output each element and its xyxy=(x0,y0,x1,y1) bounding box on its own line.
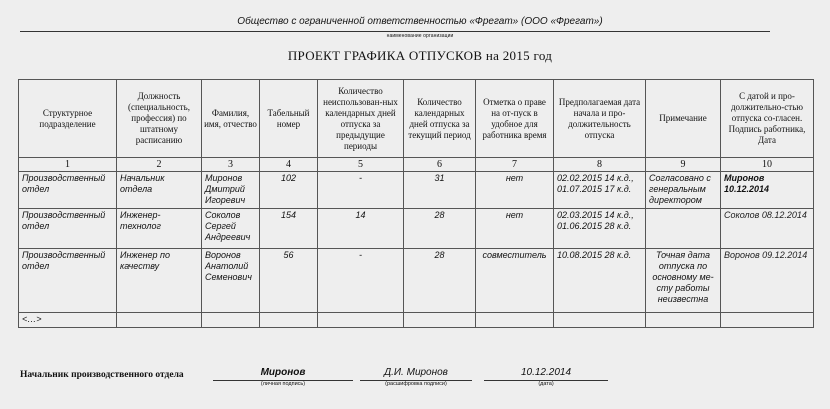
department-cell: Производственный отдел xyxy=(19,209,117,249)
approver-name: Д.И. Миронов xyxy=(384,367,448,378)
employee-signature-cell: Воронов 09.12.2014 xyxy=(721,249,814,313)
column-number: 10 xyxy=(721,158,814,172)
column-header: Фамилия, имя, отчество xyxy=(202,80,260,158)
tab-number-cell: 102 xyxy=(260,172,318,209)
column-header: Табельный номер xyxy=(260,80,318,158)
approver-signature: Миронов xyxy=(260,367,306,378)
vacation-dates-cell: 02.02.2015 14 к.д., 01.07.2015 17 к.д. xyxy=(554,172,646,209)
table-row xyxy=(19,172,814,209)
department-cell: Производственный отдел xyxy=(19,172,117,209)
empty-cell xyxy=(404,313,476,328)
column-header: Структурное подразделение xyxy=(19,80,117,158)
note-cell: Согласовано с генеральным директором xyxy=(646,172,721,209)
approver-signature-field xyxy=(213,367,353,388)
signature-caption: (личная подпись) xyxy=(260,381,306,387)
organization-name: Общество с ограниченной ответственностью «Фрегат» (ООО «Фрегат») xyxy=(237,16,603,27)
column-header: Количество календарных дней отпуска за текущий период xyxy=(404,80,476,158)
unused-days-cell: - xyxy=(318,172,404,209)
note-cell xyxy=(646,209,721,249)
vacation-dates-cell: 10.08.2015 28 к.д. xyxy=(554,249,646,313)
tab-number-cell: 56 xyxy=(260,249,318,313)
employee-name-cell: Соколов Сергей Андреевич xyxy=(202,209,260,249)
column-number: 6 xyxy=(404,158,476,172)
column-number: 9 xyxy=(646,158,721,172)
approval-date: 10.12.2014 xyxy=(520,367,572,378)
empty-cell xyxy=(554,313,646,328)
name-caption: (расшифровка подписи) xyxy=(385,381,447,387)
empty-cell xyxy=(646,313,721,328)
empty-cell xyxy=(117,313,202,328)
employee-name-cell: Миронов Дмитрий Игоревич xyxy=(202,172,260,209)
column-number-row xyxy=(19,158,814,172)
document-title: ПРОЕКТ ГРАФИКА ОТПУСКОВ на 2015 год xyxy=(287,48,553,63)
column-header: Отметка о праве на от-пуск в удобное для работника время xyxy=(476,80,554,158)
position-cell: Начальник отдела xyxy=(117,172,202,209)
column-number: 8 xyxy=(554,158,646,172)
column-header: Примечание xyxy=(646,80,721,158)
approver-name-field xyxy=(360,367,472,388)
table-row xyxy=(19,209,814,249)
table-row xyxy=(19,313,814,328)
right-mark-cell: совместитель xyxy=(476,249,554,313)
position-cell: Инженер-технолог xyxy=(117,209,202,249)
column-header: Количество неиспользован-ных календарных дней отпуска за предыдущие периоды xyxy=(318,80,404,158)
empty-cell xyxy=(476,313,554,328)
current-days-cell: 31 xyxy=(404,172,476,209)
empty-cell xyxy=(260,313,318,328)
vacation-dates-cell: 02.03.2015 14 к.д., 01.06.2015 28 к.д. xyxy=(554,209,646,249)
employee-name-cell: Воронов Анатолий Семенович xyxy=(202,249,260,313)
organization-underline xyxy=(20,31,770,32)
position-cell: Инженер по качеству xyxy=(117,249,202,313)
column-number: 7 xyxy=(476,158,554,172)
column-number: 2 xyxy=(117,158,202,172)
empty-cell xyxy=(721,313,814,328)
right-mark-cell: нет xyxy=(476,172,554,209)
column-number: 3 xyxy=(202,158,260,172)
note-cell: Точная дата отпуска по основному ме-сту работы неизвестна xyxy=(646,249,721,313)
department-cell: Производственный отдел xyxy=(19,249,117,313)
approver-position-label: Начальник производственного отдела xyxy=(20,370,184,380)
empty-cell xyxy=(318,313,404,328)
ellipsis-cell: <…> xyxy=(19,313,117,328)
empty-cell xyxy=(202,313,260,328)
column-number: 1 xyxy=(19,158,117,172)
tab-number-cell: 154 xyxy=(260,209,318,249)
approval-date-field xyxy=(484,367,608,388)
vacation-schedule-table xyxy=(18,79,814,328)
employee-signature-cell: Соколов 08.12.2014 xyxy=(721,209,814,249)
column-header: Должность (специальность, профессия) по штатному расписанию xyxy=(117,80,202,158)
column-number: 5 xyxy=(318,158,404,172)
table-row xyxy=(19,249,814,313)
employee-signature-cell: Миронов 10.12.2014 xyxy=(721,172,814,209)
column-number: 4 xyxy=(260,158,318,172)
column-header: Предполагаемая дата начала и про-должительность отпуска xyxy=(554,80,646,158)
date-caption: (дата) xyxy=(538,381,554,387)
unused-days-cell: - xyxy=(318,249,404,313)
table-header-row xyxy=(19,80,814,158)
current-days-cell: 28 xyxy=(404,249,476,313)
unused-days-cell: 14 xyxy=(318,209,404,249)
right-mark-cell: нет xyxy=(476,209,554,249)
organization-caption: наименование организации xyxy=(386,33,454,39)
current-days-cell: 28 xyxy=(404,209,476,249)
column-header: С датой и про-должительно-стью отпуска со-гласен. Подпись работника, Дата xyxy=(721,80,814,158)
